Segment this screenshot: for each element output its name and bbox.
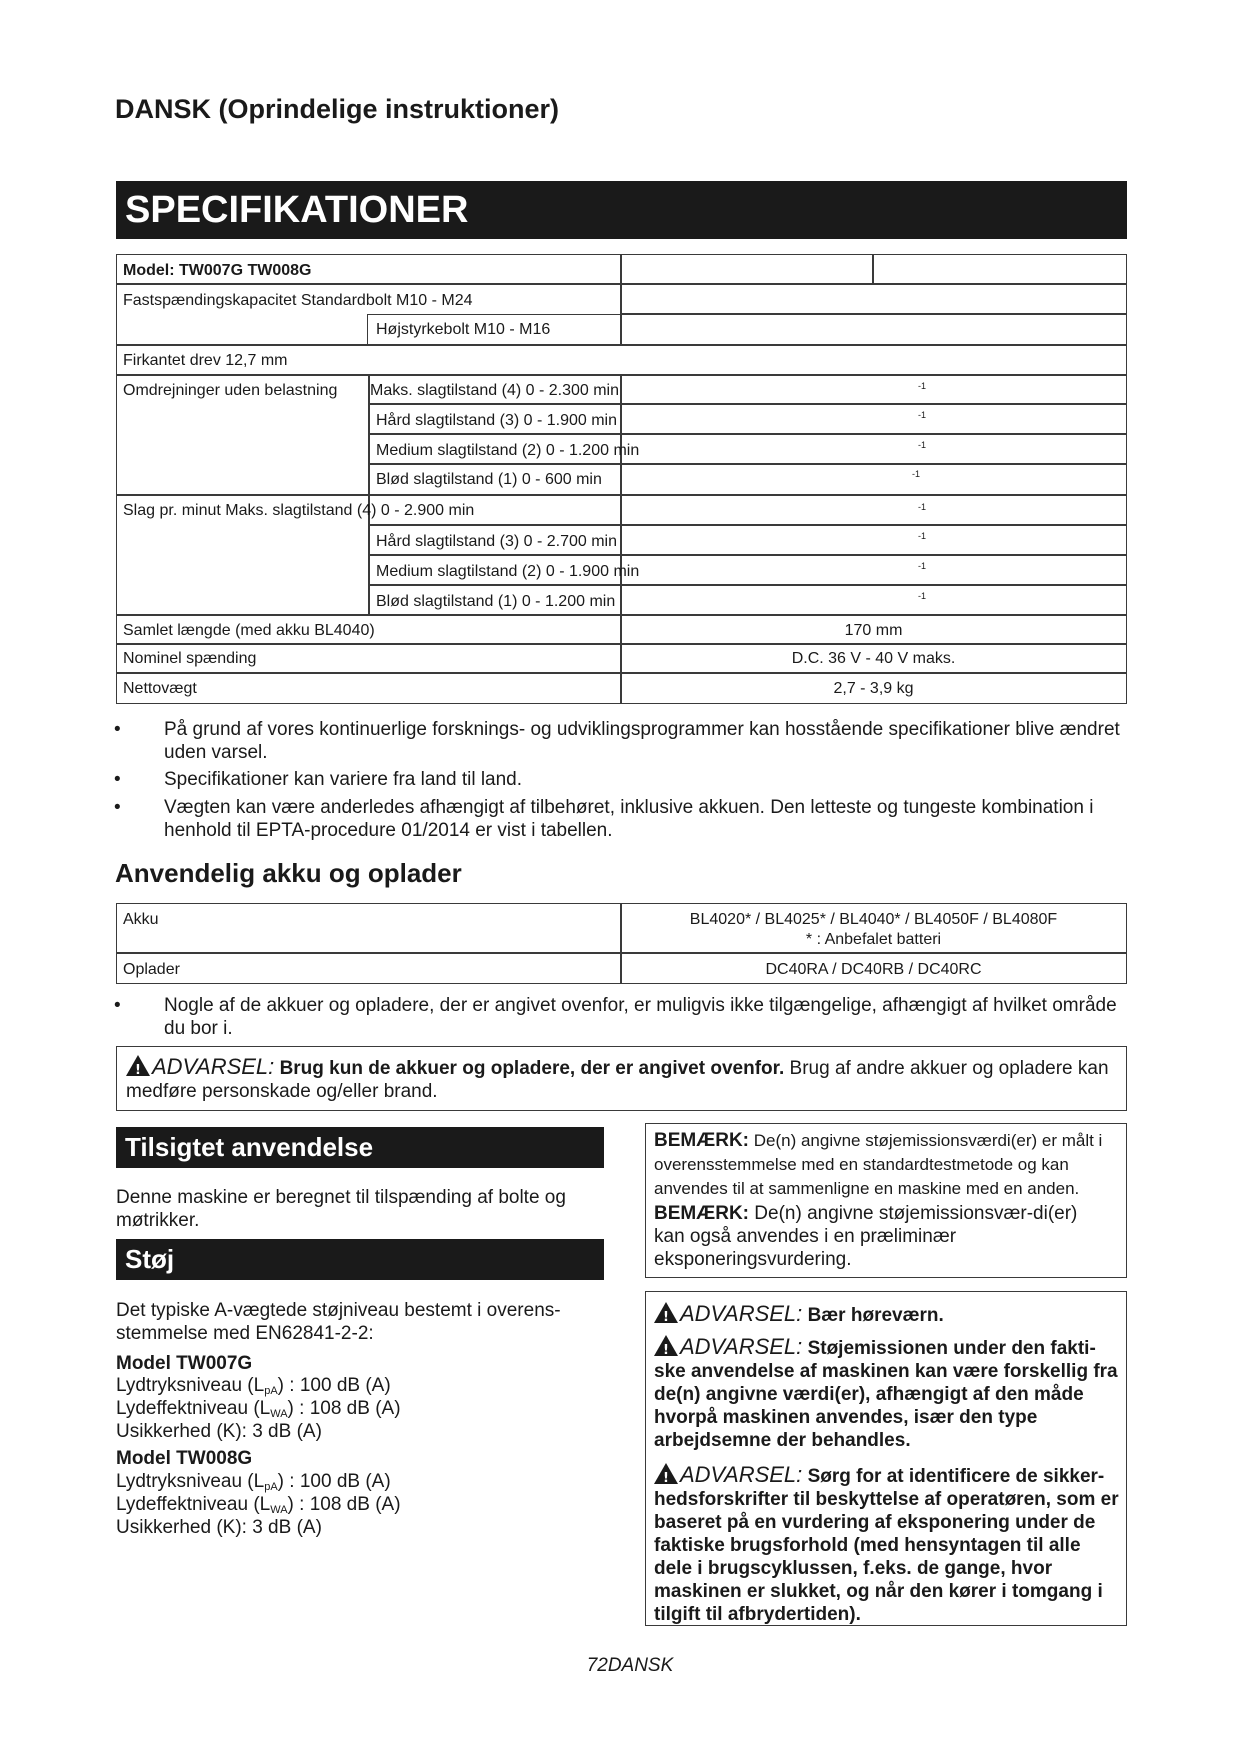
notice-label: BEMÆRK: bbox=[654, 1203, 749, 1224]
warning-word: ADVARSEL: bbox=[680, 1462, 803, 1487]
bullet: • bbox=[114, 719, 121, 740]
warning-word: ADVARSEL: bbox=[680, 1301, 803, 1326]
warning-icon bbox=[654, 1302, 678, 1323]
unit-superscript: -1 bbox=[918, 531, 927, 541]
specifications-heading: SPECIFIKATIONER bbox=[116, 181, 1127, 239]
empty-cell bbox=[620, 554, 1127, 586]
unit-superscript: -1 bbox=[912, 469, 921, 479]
noise-label: Lydtryksniveau (L bbox=[116, 1375, 265, 1396]
empty-cell bbox=[620, 584, 1127, 616]
battery-warning-text bbox=[126, 1055, 1116, 1103]
voltage-label: Nominel spænding bbox=[123, 650, 257, 667]
ipm-4: Blød slagtilstand (1) 0 - 1.200 min bbox=[376, 593, 616, 610]
noise-value: ) : 108 dB (A) bbox=[287, 1398, 401, 1419]
rpm-3: Medium slagtilstand (2) 0 - 1.200 min bbox=[376, 442, 640, 459]
charger-cell bbox=[116, 952, 622, 984]
fast-sub: Højstyrkebolt M10 - M16 bbox=[376, 321, 551, 338]
akku-label: Akku bbox=[123, 911, 159, 928]
warning-word: ADVARSEL: bbox=[680, 1334, 803, 1359]
noise-label: Lydeffektniveau (L bbox=[116, 1398, 271, 1419]
spec-note-text: På grund af vores kontinuerlige forsknings- og udviklingsprogrammer kan hosstående specifikationer blive ændret uden varsel. bbox=[164, 719, 1120, 763]
notice-text-2 bbox=[654, 1202, 1084, 1271]
square-drive-label: Firkantet drev 12,7 mm bbox=[123, 352, 288, 369]
voltage-value: D.C. 36 V - 40 V maks. bbox=[791, 650, 956, 667]
empty-cell bbox=[620, 313, 1127, 346]
akku-cell bbox=[116, 903, 622, 954]
warning-icon bbox=[654, 1463, 678, 1484]
notice-body: De(n) angivne støjemissionsværdi(er) er målt i overensstemmelse med en standardtestmetode og kan anvendes til at sammenligne en maskine med en anden. bbox=[654, 1131, 1103, 1198]
unit-superscript: -1 bbox=[918, 561, 927, 571]
model-label: Model: TW007G TW008G bbox=[123, 262, 312, 279]
notice-body: De(n) angivne støjemissionsvær-di(er) kan også anvendes i en præliminær eksponeringsvurdering. bbox=[654, 1203, 1078, 1270]
warning-text: Sørg for at identificere de sikker-hedsforskrifter til beskyttelse af operatøren, som er baseret på en vurdering af eksponering under de faktiske brugsforhold (med hensyntagen til alle dele i brugscyklussen, f.eks. de gange, hvor maskinen er slukket, og når den kører i tomgang i tilgift til afbrydertiden). bbox=[654, 1466, 1119, 1625]
notice-text-1 bbox=[654, 1129, 1120, 1201]
warning-1 bbox=[654, 1302, 1120, 1327]
spec-note-text: Vægten kan være anderledes afhængigt af tilbehøret, inklusive akkuen. Den letteste og tungeste kombination i henhold til EPTA-procedure 01/2014 er vist i tabellen. bbox=[164, 797, 1094, 841]
unit-superscript: -1 bbox=[918, 381, 927, 391]
bullet: • bbox=[114, 769, 121, 790]
spec-note-text: Specifikationer kan variere fra land til land. bbox=[164, 769, 523, 790]
length-value: 170 mm bbox=[844, 622, 903, 639]
fast-label: Fastspændingskapacitet Standardbolt M10 - M24 bbox=[123, 292, 473, 309]
warning-rest: Brug af andre akkuer og opladere kan medføre personskade og/eller brand. bbox=[126, 1058, 1109, 1102]
charger-label: Oplader bbox=[123, 961, 180, 978]
noise-uncertainty: Usikkerhed (K): 3 dB (A) bbox=[116, 1517, 322, 1538]
notice-box bbox=[645, 1123, 1127, 1278]
noise-value: ) : 108 dB (A) bbox=[287, 1494, 401, 1515]
warning-text: Støjemissionen under den fakti-ske anvendelse af maskinen kan være forskellig fra de(n) angivne værdi(er), afhængigt af den måde hvorpå maskinen anvendes, især den type arbejdsemne der behandles. bbox=[654, 1338, 1118, 1451]
noise-label: Lydtryksniveau (L bbox=[116, 1471, 265, 1492]
ipm-2: Hård slagtilstand (3) 0 - 2.700 min bbox=[376, 533, 617, 550]
language-title: DANSK (Oprindelige instruktioner) bbox=[115, 94, 560, 124]
noise-label: Lydeffektniveau (L bbox=[116, 1494, 271, 1515]
weight-label: Nettovægt bbox=[123, 680, 197, 697]
warning-3 bbox=[654, 1463, 1120, 1626]
noise-intro: Det typiske A-vægtede støjniveau bestemt i overens-stemmelse med EN62841-2-2: bbox=[116, 1300, 561, 1344]
length-label: Samlet længde (med akku BL4040) bbox=[123, 622, 375, 639]
battery-note-text: Nogle af de akkuer og opladere, der er angivet ovenfor, er muligvis ikke tilgængelige, afhængigt af hvilket område du bor i. bbox=[164, 995, 1117, 1039]
charger-value: DC40RA / DC40RB / DC40RC bbox=[765, 961, 982, 978]
empty-cell bbox=[620, 433, 1127, 465]
noise-value: ) : 100 dB (A) bbox=[277, 1471, 391, 1492]
subscript: WA bbox=[270, 1408, 288, 1420]
warning-word: ADVARSEL: bbox=[152, 1054, 275, 1079]
intended-use-text: Denne maskine er beregnet til tilspænding af bolte og møtrikker. bbox=[116, 1187, 566, 1231]
noise-value: ) : 100 dB (A) bbox=[277, 1375, 391, 1396]
empty-cell bbox=[620, 463, 1127, 496]
akku-note: * : Anbefalet batteri bbox=[805, 931, 942, 948]
empty-cell bbox=[620, 494, 1127, 526]
warning-icon bbox=[126, 1055, 150, 1076]
empty-cell bbox=[620, 524, 1127, 556]
unit-superscript: -1 bbox=[918, 502, 927, 512]
noise-model-2: Model TW008G bbox=[116, 1448, 253, 1469]
empty-cell bbox=[620, 254, 874, 285]
battery-heading: Anvendelig akku og oplader bbox=[115, 858, 462, 888]
warning-bold: Brug kun de akkuer og opladere, der er angivet ovenfor. bbox=[279, 1058, 785, 1079]
rpm-label: Omdrejninger uden belastning bbox=[123, 382, 338, 399]
unit-superscript: -1 bbox=[918, 410, 927, 420]
noise-uncertainty: Usikkerhed (K): 3 dB (A) bbox=[116, 1421, 322, 1442]
intended-use-heading: Tilsigtet anvendelse bbox=[116, 1127, 604, 1168]
subscript: pA bbox=[264, 1481, 278, 1493]
rpm-2: Hård slagtilstand (3) 0 - 1.900 min bbox=[376, 412, 617, 429]
ipm-label: Slag pr. minut Maks. slagtilstand (4) 0 - 2.900 min bbox=[123, 502, 475, 519]
empty-cell bbox=[620, 374, 1127, 405]
empty-cell bbox=[872, 254, 1127, 285]
page-footer: 72DANSK bbox=[586, 1655, 674, 1676]
unit-superscript: -1 bbox=[918, 440, 927, 450]
empty-cell bbox=[620, 283, 1127, 315]
unit-superscript: -1 bbox=[918, 591, 927, 601]
battery-warning-box bbox=[116, 1046, 1127, 1111]
subscript: WA bbox=[270, 1504, 288, 1516]
warning-text: Bær høreværn. bbox=[807, 1305, 944, 1326]
warning-icon bbox=[654, 1335, 678, 1356]
notice-label: BEMÆRK: bbox=[654, 1130, 749, 1151]
noise-model-1: Model TW007G bbox=[116, 1353, 253, 1374]
warning-2 bbox=[654, 1335, 1120, 1452]
rpm-4: Blød slagtilstand (1) 0 - 600 min bbox=[376, 471, 602, 488]
bullet: • bbox=[114, 995, 121, 1016]
akku-value: BL4020* / BL4025* / BL4040* / BL4050F / BL4080F bbox=[689, 911, 1058, 928]
weight-value: 2,7 - 3,9 kg bbox=[833, 680, 914, 697]
ipm-3: Medium slagtilstand (2) 0 - 1.900 min bbox=[376, 563, 640, 580]
bullet: • bbox=[114, 797, 121, 818]
noise-heading: Støj bbox=[116, 1239, 604, 1280]
rpm-1: Maks. slagtilstand (4) 0 - 2.300 min bbox=[370, 382, 619, 399]
empty-cell bbox=[620, 403, 1127, 435]
subscript: pA bbox=[264, 1385, 278, 1397]
noise-warnings-box bbox=[645, 1291, 1127, 1626]
